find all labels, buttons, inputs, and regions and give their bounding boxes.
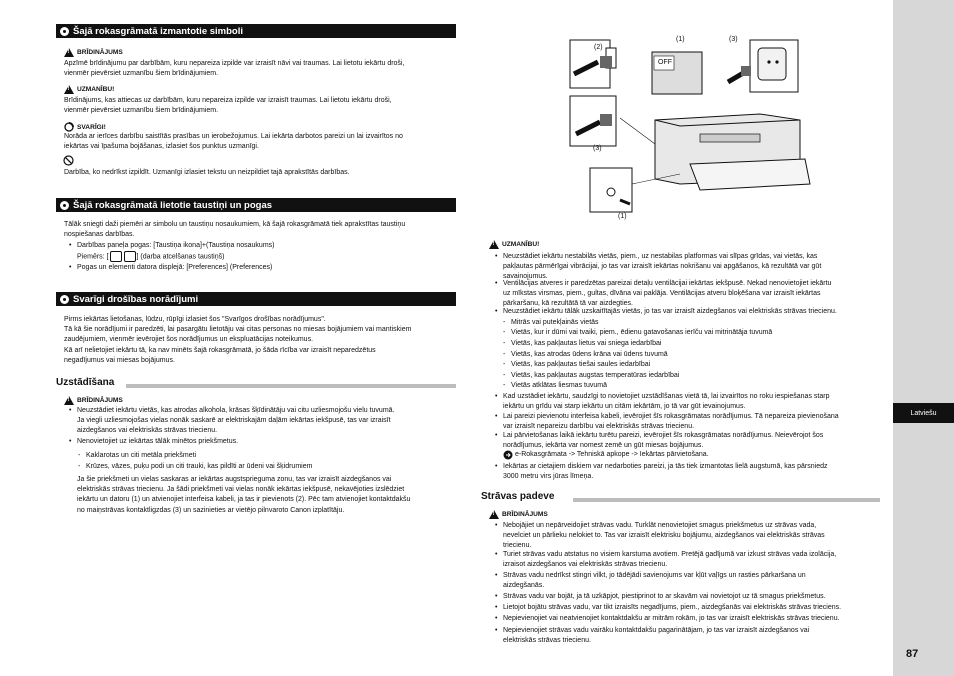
important-text: Norāda ar ierīces darbību saistītās prasības un ierobežojumus. Lai iekārta darbotos pareizi un lai izvairītos no iekārtas vai īpašuma bojāšanas, izlasiet šos punktus uzmanīgi.: [64, 133, 403, 151]
right-dash-5: - Vietās, kas pakļautas tiešai saules iedarbībai: [511, 360, 650, 370]
section-title: Svarīgi drošības norādījumi: [73, 293, 199, 305]
power-bullet-6: • Nepievienojiet vai neatvienojiet kontaktdakšu ar mitrām rokām, jo tas var izraisīt elektriskās strāvas triecienu.: [503, 614, 840, 624]
warning-icon: [64, 396, 74, 405]
stop-key-icon-alt: [124, 251, 136, 262]
section-bar-safety: [56, 292, 456, 306]
right-dash-2: - Vietās, kur ir dūmi vai tvaiki, piem., ēdienu gatavošanas ierīču vai mitrinātāja tuvumā: [511, 328, 772, 338]
callout-2: (2): [594, 44, 603, 51]
caution-text: Brīdinājums, kas attiecas uz darbībām, kuru nepareiza izpilde var izraisīt traumas. Lai lietotu iekārtu droši, vienmēr pievērsiet uzmanību šiem brīdinājumiem.: [64, 97, 392, 115]
page-number: 87: [906, 648, 919, 660]
keys-bullet-2: • Pogas un elementi datora displejā: [Preferences] (Preferences): [77, 263, 272, 273]
setup-illustration: [560, 34, 880, 229]
power-warning-label: ! BRĪDINĀJUMS: [489, 510, 548, 519]
right-dash-7: - Vietās atklātas liesmas tuvumā: [511, 381, 607, 391]
manual-reference: e-Rokasgrāmata -> Tehniskā apkope -> Iekārtas pārvietošana.: [503, 450, 709, 460]
section-bar-keys: [56, 198, 456, 212]
right-bullet-5: • Lai pareizi pievienotu interfeisa kabeli, ievērojiet šīs rokasgrāmatas norādījumus. Tā nepareiza pievienošana var izraisīt nepareizu darbību vai elektriskās strāvas triecienu.: [503, 412, 839, 432]
warning-icon: [489, 510, 499, 519]
section-bullet-icon: [60, 201, 69, 210]
safety-intro: Pirms iekārtas lietošanas, lūdzu, rūpīgi izlasiet šos "Svarīgos drošības norādījumus". Tā kā šie norādījumi ir paredzēti, lai pasargātu lietotāju vai citas personas no miesas bojājumiem vai mantiskiem zaudējumiem, vienmēr ievērojiet šos norādījumus un ekspluatācijas noteikumus. Kā arī nelietojiet iekārtu tā, ka nav minēts šajā rokasgrāmatā, jo šāda rīcība var izraisīt neparedzētus negadījumus vai miesas bojājumus.: [64, 316, 412, 364]
power-bullet-3: • Strāvas vadu nedrīkst stingri vilkt, jo tādējādi savienojums var kļūt vaļīgs un rasties pārkaršana un aizdegšanās.: [503, 571, 806, 591]
right-bullet-2: • Ventilācijas atveres ir paredzētas pareizai detaļu ventilācijai iekārtas iekšpusē. Nekad nenovietojiet iekārtu uz mīkstas virsmas, piem., gultas, dīvāna vai paklāja. Ventilācijas atveru bloķēšana var izraisīt iekārtas pārkaršanu, kā rezultātā tā var aizdegties.: [503, 279, 831, 310]
power-bullet-2: • Turiet strāvas vadu atstatus no visiem karstuma avotiem. Pretējā gadījumā var izkust strāvas vada izolācija, izraisot aizdegšanos vai elektriskās strāvas triecienu.: [503, 550, 836, 570]
setup-dash-1: - Kaklarotas un citi metāla priekšmeti: [86, 451, 196, 461]
keys-intro: Tālāk sniegti daži piemēri ar simbolu un taustiņu nosaukumiem, kā šajā rokasgrāmatā tiek aprakstītas taustiņu nospiešanas darbības.: [64, 221, 406, 239]
setup-paragraph: Ja šie priekšmeti un vielas saskaras ar iekārtas augstsprieguma zonu, tas var izraisīt aizdegšanos vai elektriskās strāvas triecienu. Ja šādi priekšmeti vai vielas nonāk iekārtas iekšpusē, nekavējoties izslēdziet iekārtu un datoru (1) un atvienojiet interfeisa kabeli, ja tas ir pievienots (2). Pēc tam atvienojiet kontaktdakšu no maiņstrāvas kontaktligzdas (3) un sazinieties ar vietējo pilnvaroto Canon izplatītāju.: [77, 476, 411, 514]
callout-1-bottom: (1): [618, 213, 627, 220]
setup-heading: Uzstādīšana: [56, 377, 115, 388]
right-dash-4: - Vietās, kas atrodas ūdens krāna vai ūdens tuvumā: [511, 350, 668, 360]
right-bullet-6: • Lai pārvietošanas laikā iekārtu turētu pareizi, ievērojiet šīs rokasgrāmatas norādījumus. Neievērojot šos norādījumus, iekārta var nomest zemē un gūt miesas bojājumus.: [503, 431, 823, 451]
important-label: SVARĪGI!: [64, 122, 106, 132]
warning-label: ! BRĪDINĀJUMS: [64, 48, 123, 57]
callout-1-top: (1): [676, 36, 685, 43]
right-bullet-3: • Neuzstādiet iekārtu tālāk uzskaitītajās vietās, jo tas var izraisīt aizdegšanos vai elektriskās strāvas triecienu.: [503, 307, 837, 317]
section-bullet-icon: [60, 27, 69, 36]
callout-3-left: (3): [593, 145, 602, 152]
caution-label: ! UZMANĪBU!: [64, 85, 114, 94]
section-bullet-icon: [60, 295, 69, 304]
power-bullet-5: • Lietojot bojātu strāvas vadu, var tikt izraisīts negadījums, piem., aizdegšanās vai elektriskās strāvas trieciens.: [503, 603, 841, 613]
caution-icon: [64, 85, 74, 94]
section-bar-symbols: [56, 24, 456, 38]
right-bullet-4: • Kad uzstādiet iekārtu, saudzīgi to novietojiet uzstādīšanas vietā tā, lai izvairītos no roku iespiešanas starp iekārtu un grīdu vai starp iekārtu un citām iekārtām, jo tā var gūt ievainojumus.: [503, 392, 829, 412]
keys-bullet-1: • Darbības paneļa pogas: [Taustiņa ikona]+(Taustiņa nosaukums): [77, 241, 274, 251]
power-rule: [573, 498, 880, 502]
power-heading: Strāvas padeve: [481, 491, 555, 502]
warning-text: Apzīmē brīdinājumu par darbībām, kuru nepareiza izpilde var izraisīt nāvi vai traumas. Lai lietotu iekārtu droši, vienmēr pievērsiet uzmanību šiem brīdinājumiem.: [64, 60, 405, 78]
setup-dash-2: - Krūzes, vāzes, puķu podi un citi trauki, kas pildīti ar ūdeni vai šķidrumiem: [86, 462, 312, 472]
warning-icon: [64, 48, 74, 57]
prohibited-icon: [63, 155, 74, 166]
right-caution-label: ! UZMANĪBU!: [489, 240, 539, 249]
prohibited-text: Darbība, ko nedrīkst izpildīt. Uzmanīgi izlasiet tekstu un neizpildiet tajā aprakstītās darbības.: [64, 169, 350, 176]
setup-warning-label: ! BRĪDINĀJUMS: [64, 396, 123, 405]
right-sidebar: [893, 0, 954, 676]
power-bullet-4: • Strāvas vadu var bojāt, ja tā uzkāpjot, piestiprinot to ar skavām vai novietojot uz tā smagus priekšmetus.: [503, 592, 826, 602]
power-bullet-7: • Nepievienojiet strāvas vadu vairāku kontaktdakšu pagarinātājam, jo tas var izraisīt aizdegšanos vai elektriskās strāvas triecienu.: [503, 626, 809, 646]
section-title: Šajā rokasgrāmatā izmantotie simboli: [73, 25, 244, 37]
section-title: Šajā rokasgrāmatā lietotie taustiņi un pogas: [73, 199, 273, 211]
right-dash-1: - Mitrās vai putekļainās vietās: [511, 318, 599, 328]
caution-icon: [489, 240, 499, 249]
language-tab[interactable]: Latviešu: [893, 403, 954, 423]
important-icon: [64, 122, 74, 132]
setup-bullet-1: • Neuzstādiet iekārtu vietās, kas atrodas alkohola, krāsas šķīdinātāju vai citu uzliesmojošu vielu tuvumā. Ja viegli uzliesmojošas vielas nonāk saskarē ar elektriskajām daļām iekārtas iekšpusē, tas var izraisīt aizdegšanos vai elektriskās strāvas triecienu.: [77, 406, 395, 437]
right-dash-3: - Vietās, kas pakļautas lietus vai sniega iedarbībai: [511, 339, 661, 349]
stop-key-icon: [110, 251, 122, 262]
right-bullet-7: • Iekārtas ar cietajiem diskiem var nedarboties pareizi, ja tās tiek izmantotas lielā augstumā, kas pārsniedz 3000 metru virs jūras līmeņa.: [503, 462, 827, 482]
off-label: OFF: [658, 59, 672, 66]
keys-example: Piemērs: [ ] (darba atcelšanas taustiņš): [77, 251, 224, 263]
setup-bullet-2: • Nenovietojiet uz iekārtas tālāk minētos priekšmetus.: [77, 437, 238, 447]
reference-arrow-icon: [503, 450, 513, 460]
right-dash-6: - Vietās, kas pakļautas augstas temperatūras iedarbībai: [511, 371, 679, 381]
right-bullet-1: • Neuzstādiet iekārtu nestabilās vietās, piem., uz nestabilas platformas vai slīpas grīdas, vai vietās, kas pakļautas pārmērīgai vibrācijai, jo tas var izraisīt iekārtas nokrišanu vai apgāšanos, kā rezultātā var gūt savainojumus.: [503, 252, 821, 283]
power-bullet-1: • Nebojājiet un nepārveidojiet strāvas vadu. Turklāt nenovietojiet smagus priekšmetus uz strāvas vada, nevelciet un pārlieku nelokiet to. Tas var izraisīt elektrisku bojājumu, aizdegšanos vai elektriskās strāvas triecienu.: [503, 521, 825, 552]
setup-rule: [126, 384, 456, 388]
callout-3-top: (3): [729, 36, 738, 43]
